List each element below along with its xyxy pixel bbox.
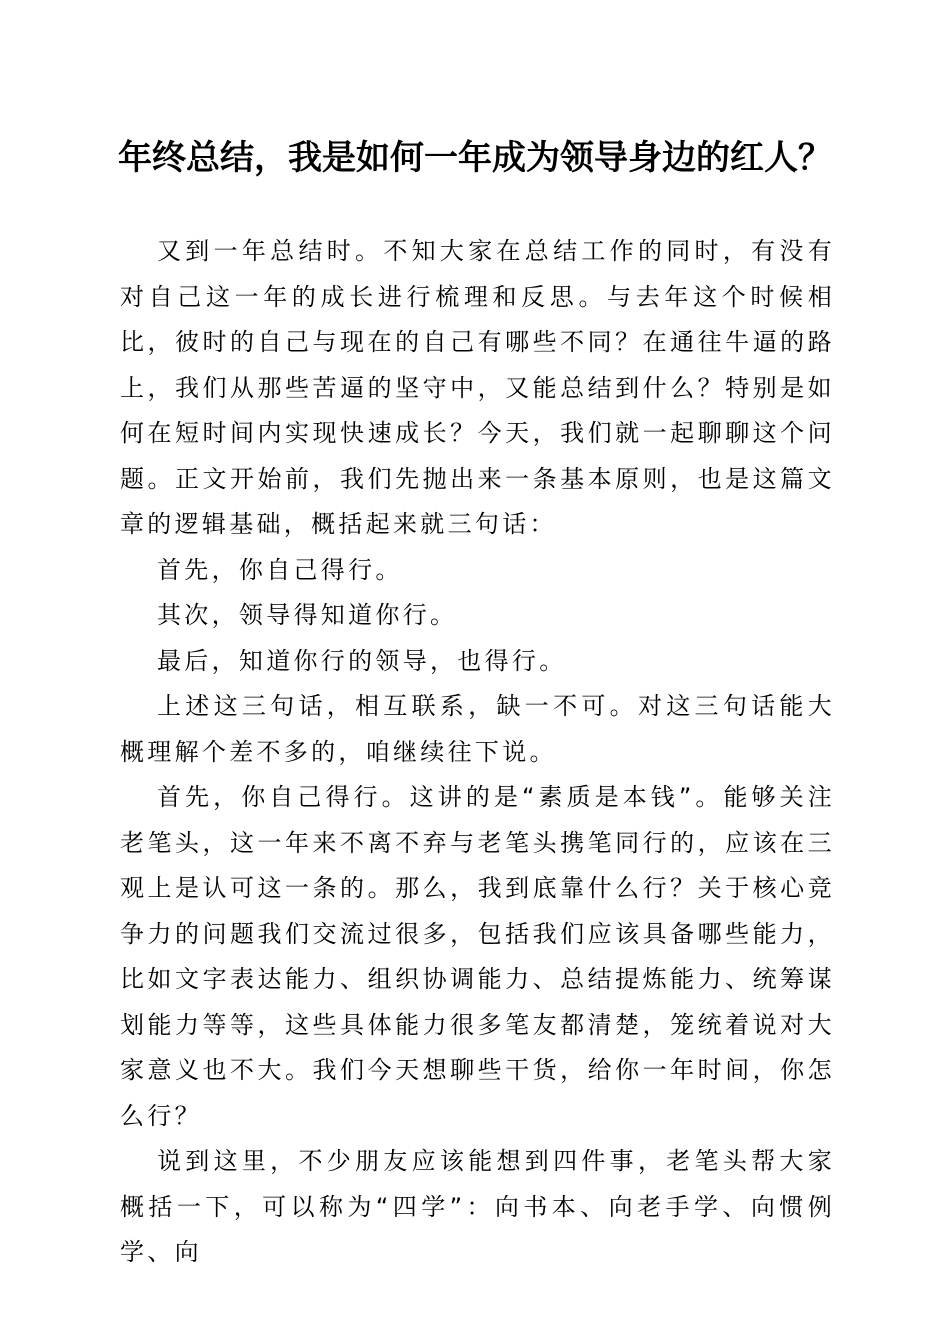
paragraph: 又到一年总结时。不知大家在总结工作的同时，有没有对自己这一年的成长进行梳理和反思。与去年这个时候相比，彼时的自己与现在的自己有哪些不同？在通往牛逼的路上，我们从那些苦逼的坚守中，又能总结到什么？特别是如何在短时间内实现快速成长？今天，我们就一起聊聊这个问题。正文开始前，我们先抛出来一条基本原则，也是这篇文章的逻辑基础，概括起来就三句话： [120,237,835,538]
paragraph: 上述这三句话，相互联系，缺一不可。对这三句话能大概理解个差不多的，咱继续往下说。 [120,692,835,766]
paragraph: 说到这里，不少朋友应该能想到四件事，老笔头帮大家概括一下，可以称为“四学”：向书本、向老手学、向惯例学、向 [120,1147,835,1266]
paragraph: 首先，你自己得行。这讲的是“素质是本钱”。能够关注老笔头，这一年来不离不弃与老笔头携笔同行的，应该在三观上是认可这一条的。那么，我到底靠什么行？关于核心竞争力的问题我们交流过很多，包括我们应该具备哪些能力，比如文字表达能力、组织协调能力、总结提炼能力、统筹谋划能力等等，这些具体能力很多笔友都清楚，笼统着说对大家意义也不大。我们今天想聊些干货，给你一年时间，你怎么行？ [120,783,835,1130]
paragraph: 最后，知道你行的领导，也得行。 [157,646,567,675]
document-title: 年终总结，我是如何一年成为领导身边的红人？ [118,138,832,178]
paragraph: 首先，你自己得行。 [157,555,403,584]
document-body [120,229,835,1276]
paragraph: 其次，领导得知道你行。 [157,601,458,629]
